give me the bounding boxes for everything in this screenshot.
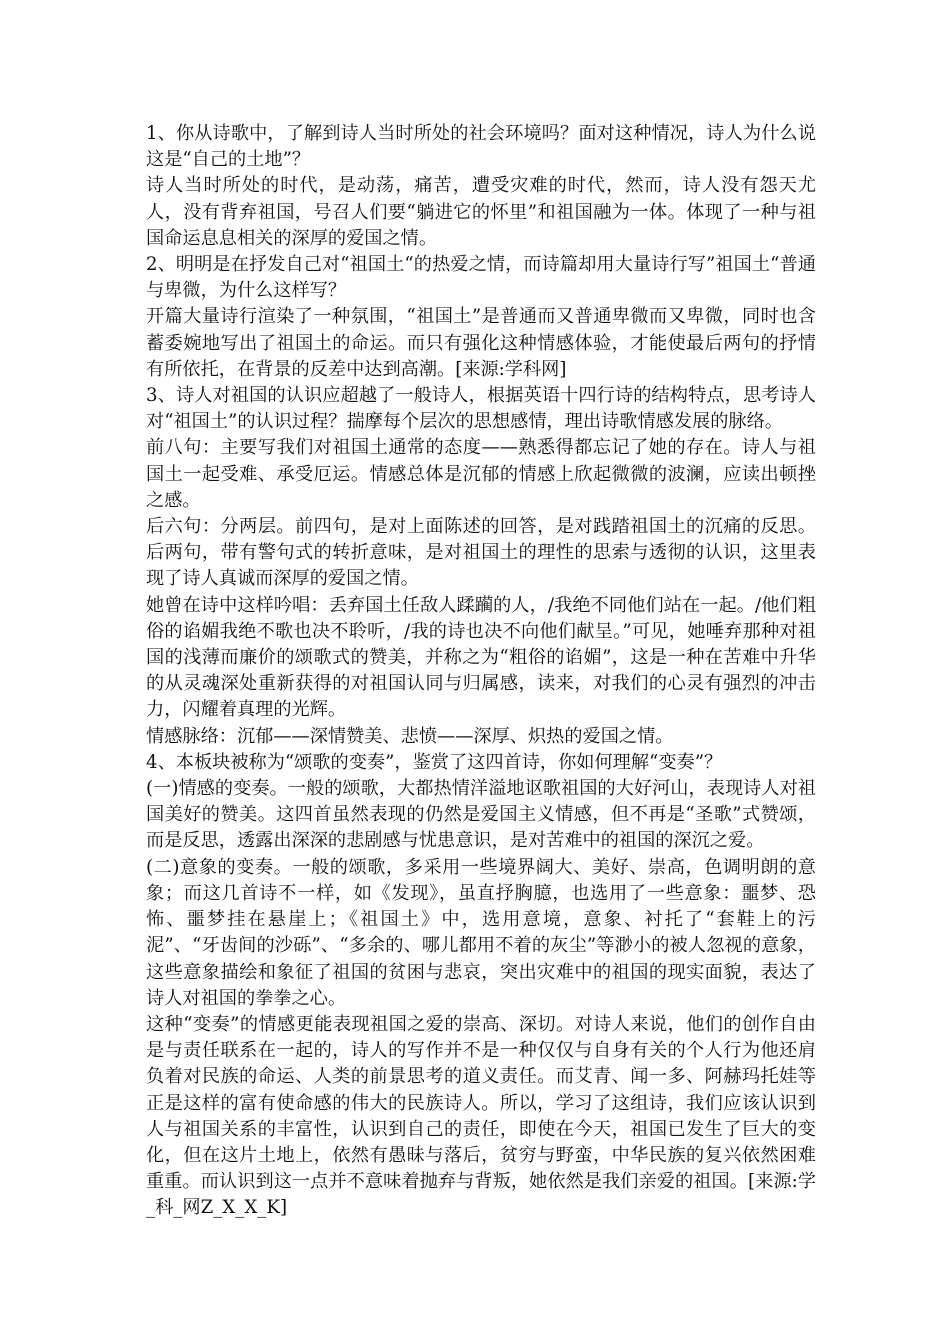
answer-3-last-six-lines: 后六句：分两层。前四句，是对上面陈述的回答，是对践踏祖国土的沉痛的反思。后两句，带有警句式的转折意味，是对祖国土的理性的思索与透彻的认识，这里表现了诗人真诚而深厚的爱国之情。 bbox=[146, 516, 816, 590]
question-2: 2、明明是在抒发自己对“祖国土“的热爱之情，而诗篇却用大量诗行写”祖国土“普通与卑微，为什么这样写？ bbox=[146, 254, 816, 302]
question-1: 1、你从诗歌中，了解到诗人当时所处的社会环境吗？面对这种情况，诗人为什么说这是“自己的土地”？ bbox=[146, 123, 816, 171]
question-4: 4、本板块被称为“颂歌的变奏”，鉴赏了这四首诗，你如何理解“变奏”？ bbox=[146, 751, 723, 773]
answer-2: 开篇大量诗行渲染了一种氛围，“祖国土”是普通而又普通卑微而又卑微，同时也含蓄委婉地写出了祖国土的命运。而只有强化这种情感体验，才能使最后两句的抒情有所依托，在背景的反差中达到高潮。[来源:学科网] bbox=[146, 306, 816, 380]
answer-3-quotation: 她曾在诗中这样吟唱：丢弃国土任敌人蹂躏的人，/我绝不同他们站在一起。/他们粗俗的谄媚我绝不歌也决不聆听，/我的诗也决不向他们献呈。”可见，她唾弃那种对祖国的浅薄而廉价的颂歌式的赞美，并称之为“粗俗的谄媚”，这是一种在苦难中升华的从灵魂深处重新获得的对祖国认同与归属感，读来，对我们的心灵有强烈的冲击力，闪耀着真理的光辉。 bbox=[146, 594, 816, 721]
answer-3-emotional-thread: 情感脉络：沉郁——深情赞美、悲愤——深厚、炽热的爱国之情。 bbox=[146, 725, 674, 747]
answer-1: 诗人当时所处的时代，是动荡，痛苦，遭受灾难的时代，然而，诗人没有怨天尤人，没有背弃祖国，号召人们要“躺进它的怀里”和祖国融为一体。体现了一种与祖国命运息息相关的深厚的爱国之情。 bbox=[146, 175, 816, 249]
answer-4-emotion-variation: (一)情感的变奏。一般的颂歌，大都热情洋溢地讴歌祖国的大好河山，表现诗人对祖国美好的赞美。这四首虽然表现的仍然是爱国主义情感，但不再是“圣歌”式赞颂，而是反思，透露出深深的悲剧感与忧患意识，是对苦难中的祖国的深沉之爱。 bbox=[146, 778, 816, 852]
question-3: 3、诗人对祖国的认识应超越了一般诗人，根据英语十四行诗的结构特点，思考诗人对“祖国土”的认识过程？揣摩每个层次的思想感情，理出诗歌情感发展的脉络。 bbox=[146, 385, 816, 433]
answer-4-conclusion: 这种“变奏”的情感更能表现祖国之爱的崇高、深切。对诗人来说，他们的创作自由是与责任联系在一起的，诗人的写作并不是一种仅仅与自身有关的个人行为他还肩负着对民族的命运、人类的前景思考的道义责任。而艾青、闻一多、阿赫玛托娃等正是这样的富有使命感的伟大的民族诗人。所以，学习了这组诗，我们应该认识到人与祖国关系的丰富性，认识到自己的责任，即使在今天，祖国已发生了巨大的变化，但在这片土地上，依然有愚昧与落后，贫穷与野蛮，中华民族的复兴依然困难重重。而认识到这一点并不意味着抛弃与背叛，她依然是我们亲爱的祖国。[来源:学_科_网Z_X_X_K] bbox=[146, 1013, 816, 1219]
answer-3-first-eight-lines: 前八句：主要写我们对祖国土通常的态度——熟悉得都忘记了她的存在。诗人与祖国土一起受难、承受厄运。情感总体是沉郁的情感上欣起微微的波澜，应读出顿挫之感。 bbox=[146, 437, 816, 511]
document-body bbox=[146, 121, 816, 1222]
answer-4-imagery-variation: (二)意象的变奏。一般的颂歌，多采用一些境界阔大、美好、崇高，色调明朗的意象；而这几首诗不一样，如《发现》，虽直抒胸臆，也选用了一些意象：噩梦、恐怖、噩梦挂在悬崖上；《祖国土》中，选用意境，意象、衬托了“套鞋上的污泥”、“牙齿间的沙砾”、“多余的、哪儿都用不着的灰尘”等渺小的被人忽视的意象，这些意象描绘和象征了祖国的贫困与悲哀，突出灾难中的祖国的现实面貌，表达了诗人对祖国的拳拳之心。 bbox=[146, 856, 816, 1009]
